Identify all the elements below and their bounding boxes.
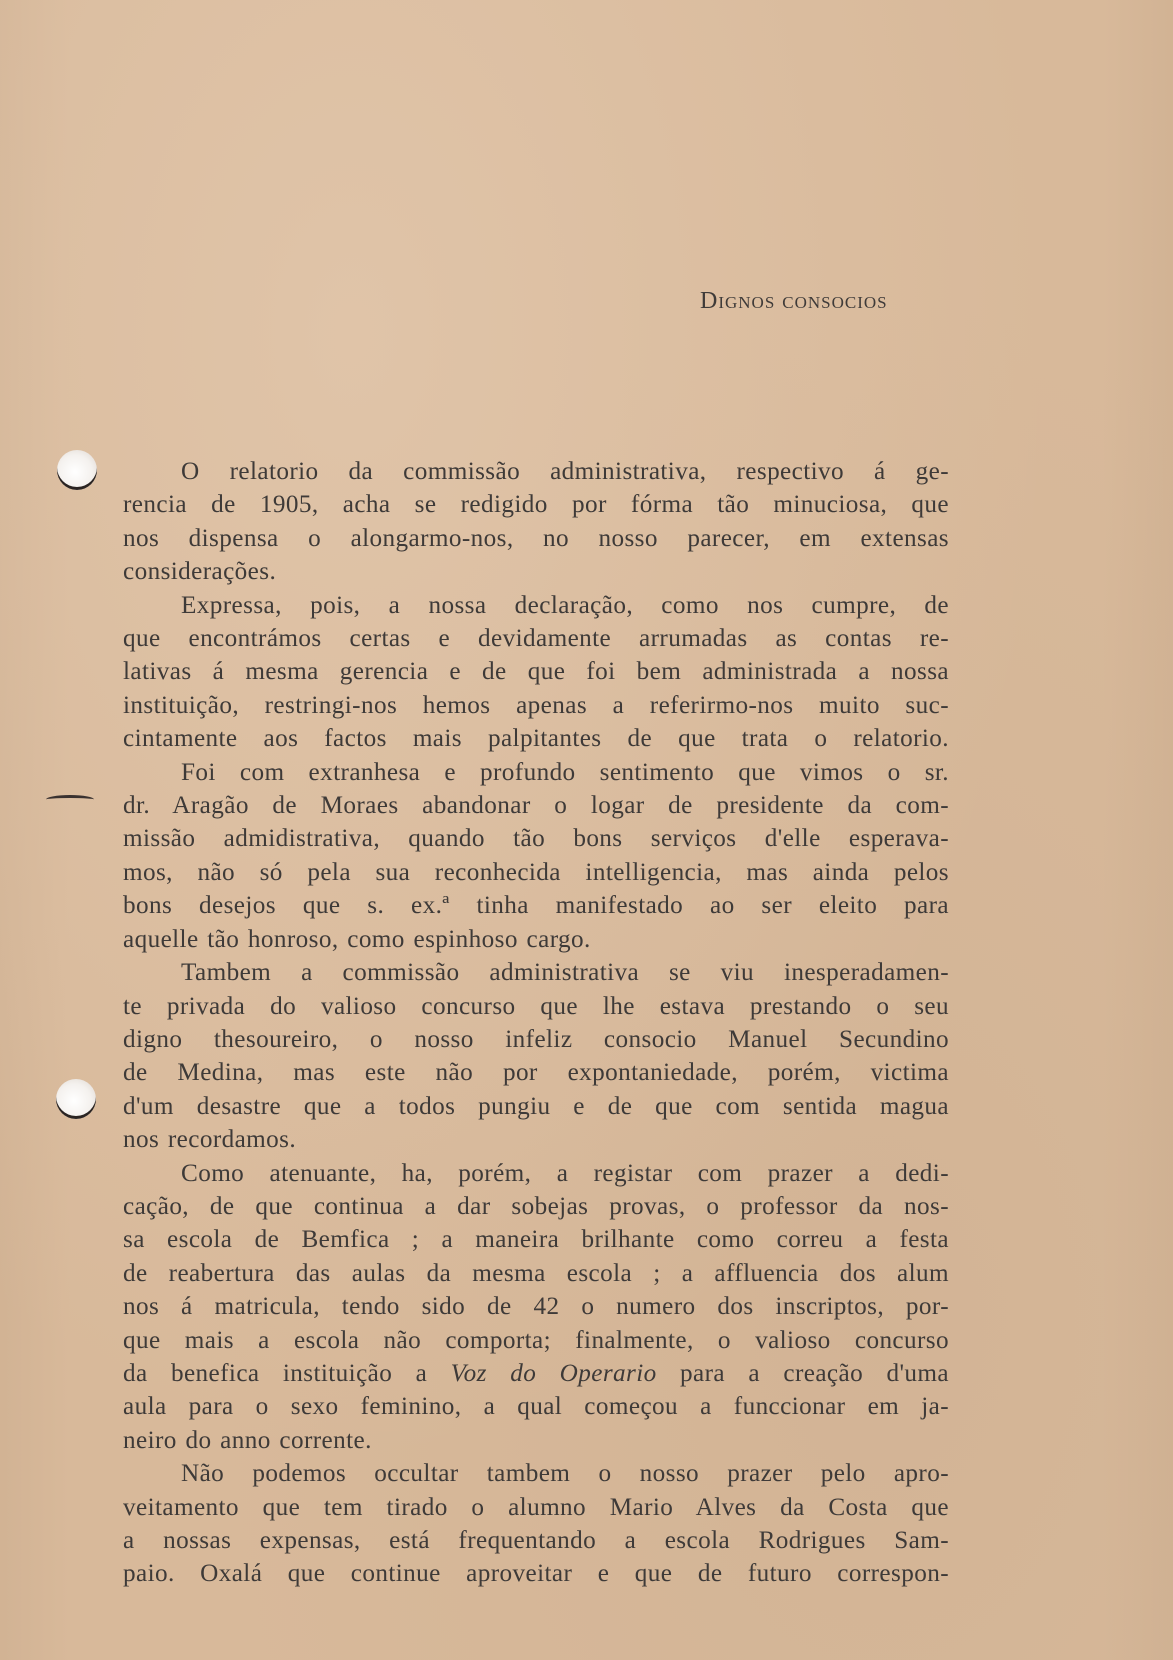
text-line: cintamente aos factos mais palpitantes de que trata o relatorio.: [123, 725, 949, 753]
running-head: Dignos consocios: [700, 288, 888, 314]
italic-title: Voz do Operario: [450, 1359, 657, 1387]
text-line: paio. Oxalá que continue aproveitar e que de futuro correspon-: [123, 1560, 949, 1588]
text-line: nos á matricula, tendo sido de 42 o numero dos inscriptos, por-: [123, 1293, 949, 1321]
body-text: [123, 455, 949, 1591]
text-line: digno thesoureiro, o nosso infeliz consocio Manuel Secundino: [123, 1025, 949, 1053]
text-segment: da benefica instituição a: [123, 1359, 428, 1387]
text-line: sa escola de Bemfica ; a maneira brilhante como correu a festa: [123, 1226, 949, 1254]
text-line: de reabertura das aulas da mesma escola ; a affluencia dos alum: [123, 1259, 949, 1287]
text-line: que encontrámos certas e devidamente arrumadas as contas re-: [123, 625, 949, 653]
text-line: aquelle tão honroso, como espinhoso cargo.: [123, 925, 591, 953]
text-line: mos, não só pela sua reconhecida intelligencia, mas ainda pelos: [123, 858, 949, 886]
text-line: de Medina, mas este não por expontaniedade, porém, victima: [123, 1059, 949, 1087]
text-line: cação, de que continua a dar sobejas provas, o professor da nos-: [123, 1192, 949, 1220]
text-line: Não podemos occultar tambem o nosso prazer pelo apro-: [181, 1460, 949, 1488]
punch-hole-top: [57, 450, 97, 490]
text-line: a nossas expensas, está frequentando a escola Rodrigues Sam-: [123, 1527, 949, 1554]
text-line: te privada do valioso concurso que lhe estava prestando o seu: [123, 992, 949, 1020]
text-line: nos recordamos.: [123, 1126, 297, 1154]
text-line: neiro do anno corrente.: [123, 1426, 372, 1454]
text-line-mixed: [123, 1357, 949, 1390]
text-line: missão admidistrativa, quando tão bons serviços d'elle esperava-: [123, 825, 949, 853]
text-line: considerações.: [123, 558, 277, 586]
text-line: lativas á mesma gerencia e de que foi bem administrada a nossa: [123, 658, 949, 686]
text-line: aula para o sexo feminino, a qual começou a funccionar em ja-: [123, 1393, 949, 1421]
text-line: instituição, restringi-nos hemos apenas a referirmo-nos muito suc-: [123, 691, 949, 719]
punch-mark-middle: [46, 795, 94, 804]
text-line: Tambem a commissão administrativa se viu inesperadamen-: [181, 959, 949, 987]
punch-hole-bottom: [56, 1079, 96, 1119]
text-line: que mais a escola não comporta; finalmente, o valioso concurso: [123, 1326, 949, 1354]
text-line: rencia de 1905, acha se redigido por fórma tão minuciosa, que: [123, 491, 949, 519]
text-line: bons desejos que s. ex.ª tinha manifestado ao ser eleito para: [123, 892, 949, 920]
text-line: d'um desastre que a todos pungiu e de que com sentida magua: [123, 1092, 949, 1120]
text-line: Expressa, pois, a nossa declaração, como nos cumpre, de: [181, 591, 949, 619]
text-line: Foi com extranhesa e profundo sentimento que vimos o sr.: [181, 758, 949, 786]
text-line: O relatorio da commissão administrativa, respectivo á ge-: [181, 458, 949, 485]
text-segment: para a creação d'uma: [680, 1359, 949, 1387]
text-line: dr. Aragão de Moraes abandonar o logar de presidente da com-: [123, 792, 949, 820]
text-line: Como atenuante, ha, porém, a registar com prazer a dedi-: [181, 1159, 949, 1187]
text-line: veitamento que tem tirado o alumno Mario Alves da Costa que: [123, 1493, 949, 1521]
text-line: nos dispensa o alongarmo-nos, no nosso parecer, em extensas: [123, 524, 949, 552]
